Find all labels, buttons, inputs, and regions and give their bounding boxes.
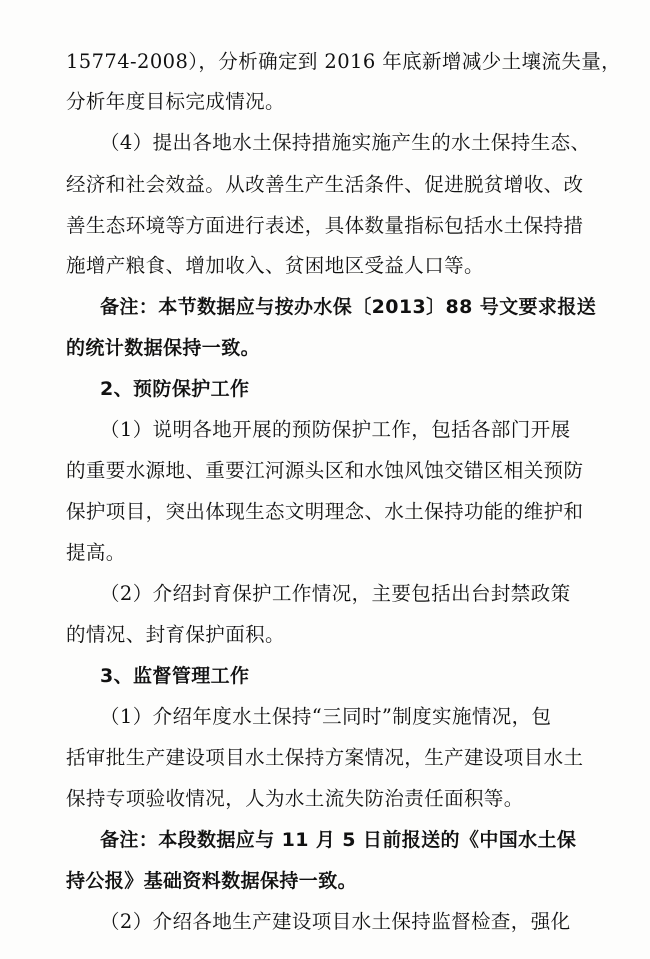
paragraph-start: （1）说明各地开展的预防保护工作，包括各部门开展: [100, 418, 571, 441]
text-line: 分析年度目标完成情况。: [66, 90, 285, 113]
text-line: 括审批生产建设项目水土保持方案情况，生产建设项目水土: [66, 746, 584, 769]
note-line: 的统计数据保持一致。: [66, 337, 261, 359]
note-line: 持公报》基础资料数据保持一致。: [66, 870, 358, 892]
paragraph-start: （1）介绍年度水土保持“三同时”制度实施情况，包: [100, 705, 552, 728]
text-line: 提高。: [66, 541, 126, 564]
text-line: 保持专项验收情况，人为水土流失防治责任面积等。: [66, 787, 524, 810]
section-heading: 2、预防保护工作: [100, 378, 250, 400]
text-line: 施增产粮食、增加收入、贫困地区受益人口等。: [66, 254, 484, 277]
text-line: 的情况、封育保护面积。: [66, 623, 285, 646]
text-line: 15774-2008），分析确定到 2016 年底新增减少土壤流失量，: [66, 50, 622, 73]
paragraph-start: （2）介绍各地生产建设项目水土保持监督检查，强化: [100, 910, 571, 933]
note-line: 备注：本节数据应与按办水保〔2013〕88 号文要求报送: [100, 296, 597, 318]
text-line: 善生态环境等方面进行表述，具体数量指标包括水土保持措: [66, 214, 584, 237]
paragraph-start: （4）提出各地水土保持措施实施产生的水土保持生态、: [100, 131, 591, 154]
text-line: 保护项目，突出体现生态文明理念、水土保持功能的维护和: [66, 500, 584, 523]
section-heading: 3、监督管理工作: [100, 665, 250, 687]
text-line: 的重要水源地、重要江河源头区和水蚀风蚀交错区相关预防: [66, 459, 584, 482]
paragraph-start: （2）介绍封育保护工作情况，主要包括出台封禁政策: [100, 582, 571, 605]
note-line: 备注：本段数据应与 11 月 5 日前报送的《中国水土保: [100, 829, 577, 851]
text-line: 经济和社会效益。从改善生产生活条件、促进脱贫增收、改: [66, 173, 584, 196]
